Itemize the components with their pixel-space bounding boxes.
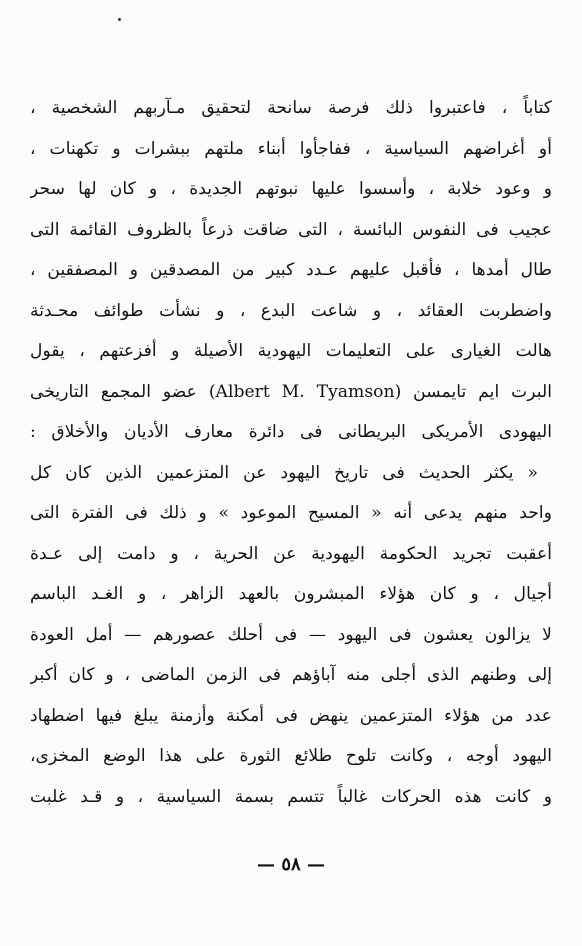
quote-line: لا يزالون يعشون فى اليهود — فى أحلك عصورهم — أمل العودة <box>30 624 552 645</box>
text-line: كتاباً ، فاعتبروا ذلك فرصة سانحة لتحقيق مـآربهم الشخصية ، <box>30 98 552 118</box>
quote-line: « يكثر الحديث فى تاريخ اليهود عن المتزعمين الذين كان كل <box>30 462 538 483</box>
body-text <box>30 88 552 817</box>
text-line: عجيب فى النفوس البائسة ، التى ضاقت ذرعاً بالظروف القائمة التى <box>30 219 552 240</box>
text-line: طال أمدها ، فأقبل عليهم عـدد كبير من المصدقين و المصفقين ، <box>30 260 552 280</box>
ink-speck <box>118 18 121 21</box>
quote-line: أجيال ، و كان هؤلاء المبشرون بالعهد الزاهر ، و الغـد الباسم <box>30 584 552 604</box>
quote-line: و كانت هذه الحركات غالباً تتسم بسمة السياسية ، و قـد غلبت <box>30 786 552 807</box>
quote-line: واحد منهم يدعى أنه « المسيح الموعود » و ذلك فى الفترة التى <box>30 503 552 523</box>
text-line: واضطربت العقائد ، و شاعت البدع ، و نشأت طوائف محـدثة <box>30 300 552 321</box>
quote-line: اليهود أوجه ، وكانت تلوح طلائع الثورة على هذا الوضع المخزى، <box>30 746 552 766</box>
page-number: — ٥٨ — <box>257 854 325 875</box>
text-line: اليهودى الأمريكى البريطانى فى دائرة معارف الأديان والأخلاق : <box>30 422 552 442</box>
quote-line: إلى وطنهم الذى أجلى منه آباؤهم فى الزمن الماضى ، و كان أكبر <box>30 665 552 685</box>
text-line: أو أغراضهم السياسية ، ففاجأوا أبناء ملتهم ببشرات و تكهنات ، <box>30 138 552 159</box>
quote-line: عدد من هؤلاء المتزعمين ينهض فى أمكنة وأزمنة يبلغ فيها اضطهاد <box>30 705 552 726</box>
text-line: هالت الغيارى على التعليمات اليهودية الأصيلة و أفزعتهم ، يقول <box>30 341 552 361</box>
text-line: البرت ايم تايمسن (Albert M. Tyamson) عضو المجمع التاريخى <box>30 381 552 402</box>
quote-line: أعقبت تجريد الحكومة اليهودية عن الحرية ، و دامت إلى عـدة <box>30 543 552 564</box>
text-line: و وعود خلابة ، وأسسوا عليها نبوتهم الجديدة ، و كان لها سحر <box>30 179 552 199</box>
